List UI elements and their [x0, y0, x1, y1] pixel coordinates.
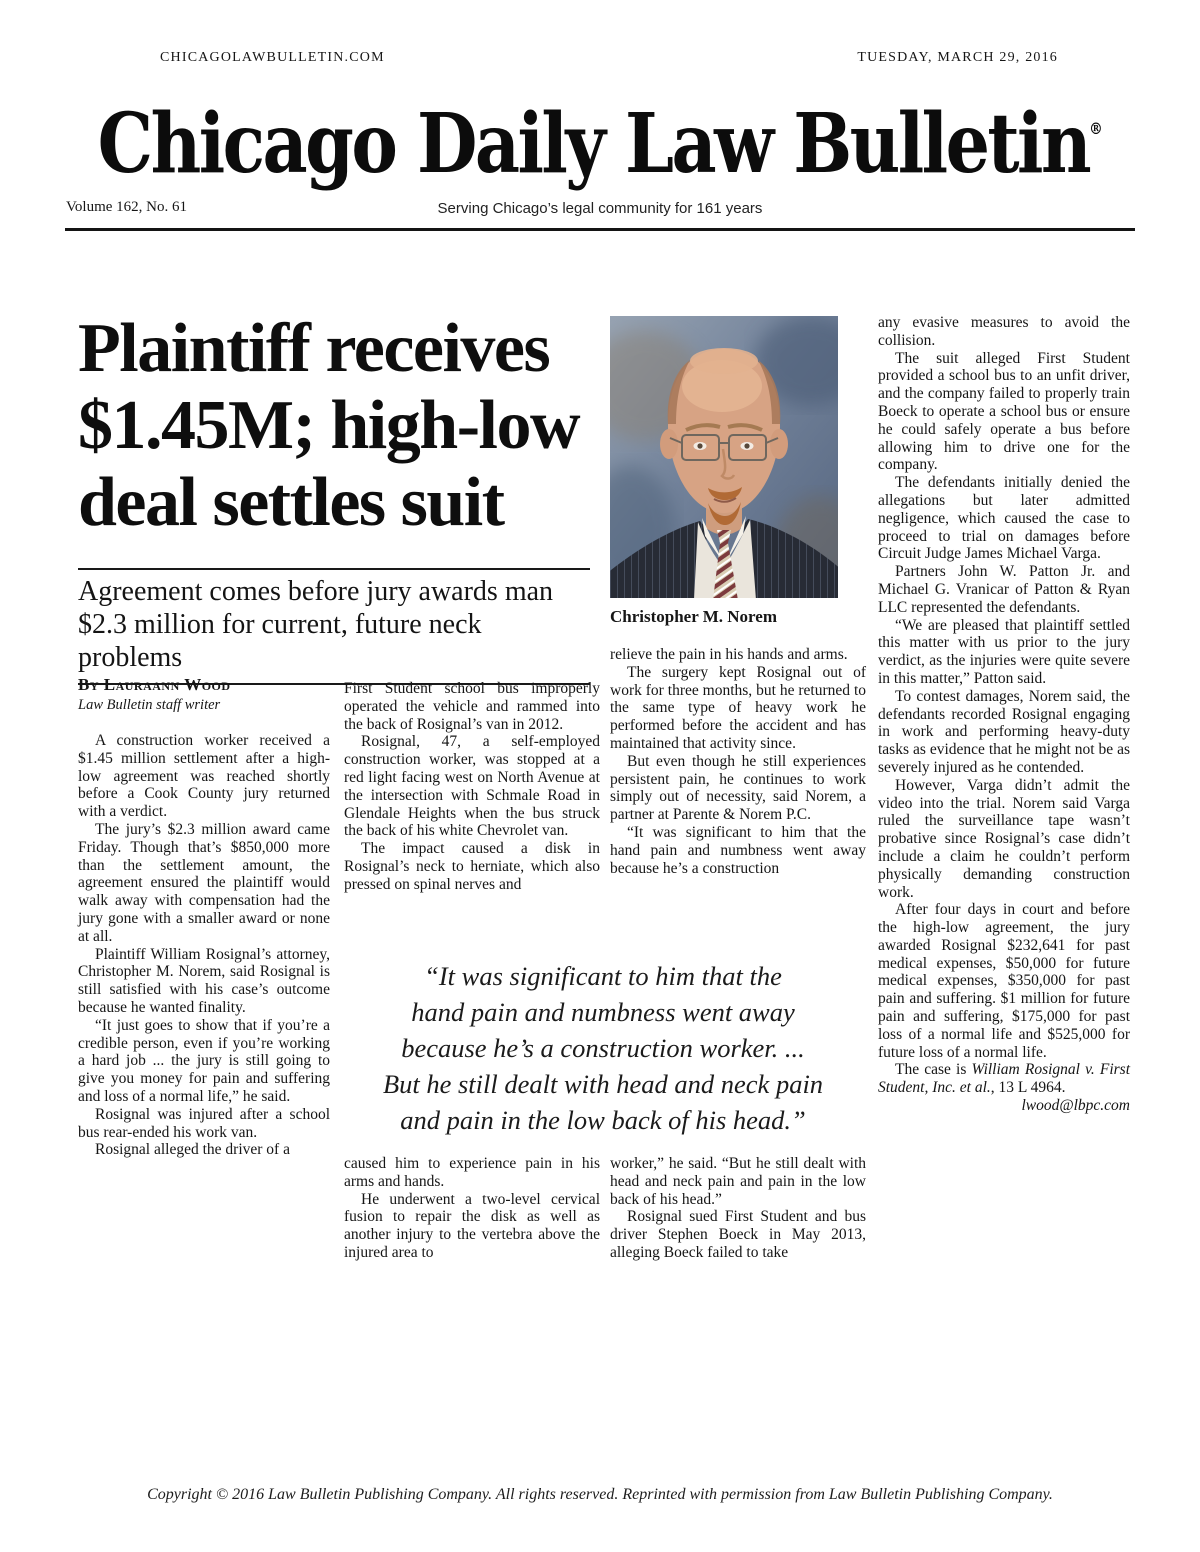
masthead-rule	[65, 228, 1135, 231]
paragraph: The impact caused a disk in Rosignal’s neck to herniate, which also pressed on spinal nerves and	[344, 840, 600, 893]
paragraph: The suit alleged First Student provided a school bus to an unfit driver, and the company failed to properly train Boeck to operate a school bus or ensure he could safely operate a bus before allowing him to drive one for the company.	[878, 349, 1130, 474]
paragraph: “It just goes to show that if you’re a credible person, even if you’re working a hard job ... the jury is still going to give you money for pain and suffering and loss of a normal life,” he said.	[78, 1016, 330, 1105]
column-2-lower	[344, 1155, 600, 1262]
pull-quote-line: hand pain and numbness went away	[411, 997, 795, 1027]
registered-mark-icon: ®	[1088, 119, 1103, 138]
headline-line: $1.45M; high-low	[78, 387, 579, 464]
article	[78, 310, 1130, 1270]
paragraph: relieve the pain in his hands and arms.	[610, 646, 848, 663]
volume-number: Volume 162, No. 61	[66, 199, 187, 215]
paragraph: After four days in court and before the high-low agreement, the jury awarded Rosignal $232,641 for past medical expenses, $50,000 for future medical expenses, $350,000 for past pain and suffering. $1 million for future pain and suffering, $175,000 for past loss of a normal life and $525,000 for future loss of a normal life.	[878, 901, 1130, 1061]
case-citation-suffix: , 13 L 4964.	[990, 1079, 1066, 1097]
subheadline-line: $2.3 million for current, future neck problems	[78, 609, 482, 673]
paragraph: Rosignal alleged the driver of a	[95, 1141, 290, 1159]
paragraph: Rosignal sued First Student and bus driver Stephen Boeck in May 2013, alleging Boeck failed to take	[610, 1208, 866, 1261]
column-4	[878, 314, 1130, 1115]
paragraph: caused him to experience pain in his arms and hands.	[344, 1155, 600, 1190]
subheadline-line: Agreement comes before jury awards man	[78, 576, 554, 607]
masthead	[0, 74, 1200, 199]
pull-quote	[354, 958, 852, 1138]
portrait-photo	[610, 316, 838, 598]
pull-quote-line: because he’s a construction worker. ...	[401, 1033, 805, 1063]
paragraph: He underwent a two-level cervical fusion to repair the disk as well as another injury to the vertebra above the injured area to	[344, 1190, 600, 1261]
pull-quote-line: “It was significant to him that the	[424, 961, 782, 991]
author-email: lwood@lbpc.com	[1021, 1097, 1130, 1115]
paragraph: The surgery kept Rosignal out of work for three months, but he returned to the same type of heavy work he performed before the accident and has maintained that activity since.	[610, 663, 866, 752]
case-citation	[878, 1061, 1130, 1097]
headline	[78, 310, 590, 541]
column-3-upper	[610, 646, 866, 877]
column-4-paragraphs	[878, 314, 1130, 1061]
case-citation-prefix: The case is	[895, 1061, 972, 1079]
paragraph: worker,” he said. “But he still dealt with head and neck pain and pain in the low back of his head.”	[610, 1155, 866, 1208]
tagline: Serving Chicago’s legal community for 161 years	[437, 200, 763, 217]
column-2-upper	[344, 680, 600, 894]
paragraph: Plaintiff William Rosignal’s attorney, Christopher M. Norem, said Rosignal is still satisfied with his case’s outcome because he wanted finality.	[78, 945, 330, 1016]
paragraph: But even though he still experiences persistent pain, he continues to work simply out of necessity, said Norem, a partner at Parente & Norem P.C.	[610, 752, 866, 824]
case-citation-name: William Rosignal v. First Student, Inc. et al.	[878, 1061, 1131, 1097]
column-1	[78, 732, 330, 1159]
byline-title: Law Bulletin staff writer	[78, 697, 221, 713]
byline-author: By Lauraann Wood	[78, 675, 231, 694]
pull-quote-line: and pain in the low back of his head.”	[400, 1105, 806, 1135]
paragraph: Partners John W. Patton Jr. and Michael G. Vranicar of Patton & Ryan LLC represented the defendants.	[878, 563, 1130, 616]
paragraph: Rosignal, 47, a self-employed construction worker, was stopped at a red light facing west on North Avenue at the intersection with Schmale Road in Glendale Heights when the bus struck the back of his white Chevrolet van.	[344, 733, 600, 840]
paragraph: “It was significant to him that the hand pain and numbness went away because he’s a construction	[610, 823, 866, 877]
paragraph: A construction worker received a $1.45 million settlement after a high-low agreement was reached shortly before a Cook County jury returned with a verdict.	[78, 732, 330, 821]
subheadline	[78, 570, 590, 683]
paragraph: However, Varga didn’t admit the video into the trial. Norem said Varga ruled the surveillance tape wasn’t probative since Rosignal’s case didn’t include a claim he couldn’t perform physically demanding construction work.	[878, 776, 1130, 901]
photo-caption: Christopher M. Norem	[610, 607, 777, 626]
column-3-lower	[610, 1155, 866, 1262]
headline-block	[78, 310, 590, 685]
byline-block	[78, 675, 231, 714]
headline-line: deal settles suit	[78, 464, 504, 541]
headline-line: Plaintiff receives	[78, 310, 550, 387]
paragraph: First Student school bus improperly operated the vehicle and rammed into the back of Rosignal’s van in 2012.	[344, 680, 600, 733]
paragraph: The jury’s $2.3 million award came Friday. Though that’s $850,000 more than the settlement amount, the agreement ensured the plaintiff would walk away with compensation had the jury gone with a smaller award or none at all.	[78, 820, 330, 945]
paragraph: The defendants initially denied the allegations but later admitted negligence, which caused the case to proceed to trial on damages before Circuit Judge James Michael Varga.	[878, 474, 1130, 563]
paragraph: Rosignal was injured after a school bus rear-ended his work van.	[78, 1105, 330, 1141]
masthead-title: Chicago Daily Law Bulletin®	[97, 96, 1103, 192]
paragraph: any evasive measures to avoid the collision.	[878, 314, 1130, 349]
copyright-footer: Copyright © 2016 Law Bulletin Publishing Company. All rights reserved. Reprinted with permission from Law Bulletin Publishing Company.	[147, 1486, 1053, 1503]
site-url: CHICAGOLAWBULLETIN.COM	[160, 50, 385, 65]
pull-quote-line: But he still dealt with head and neck pain	[382, 1069, 824, 1099]
issue-date: TUESDAY, MARCH 29, 2016	[857, 50, 1058, 65]
paragraph: To contest damages, Norem said, the defendants recorded Rosignal engaging in work and performing heavy-duty tasks as evidence that he might not be as severely injured as he contended.	[878, 687, 1130, 776]
paragraph: “We are pleased that plaintiff settled this matter with us prior to the jury verdict, as the injuries were quite severe in this matter,” Patton said.	[878, 616, 1130, 687]
photo-block	[610, 316, 838, 627]
